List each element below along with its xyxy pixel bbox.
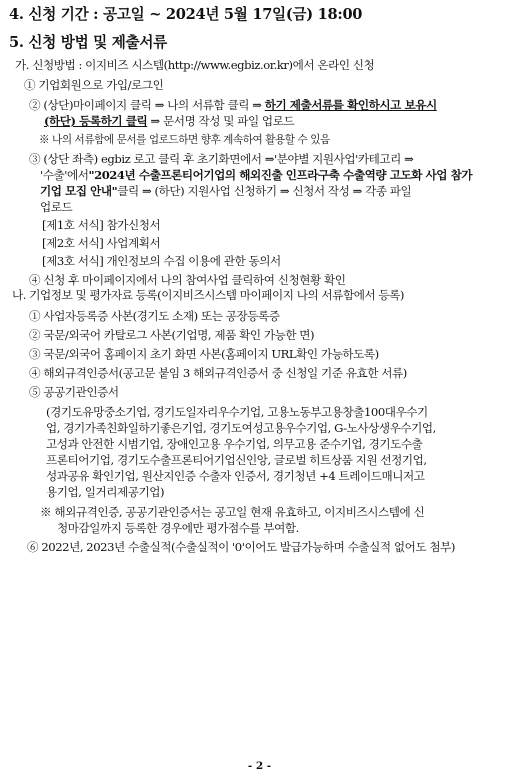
company-info-registration: 나. 기업정보 및 평가자료 등록(이지비즈시스템 마이페이지 나의 서류함에서 등록)	[12, 288, 405, 302]
step-3-line-4: 업로드	[40, 200, 73, 214]
note-document-storage: ※ 나의 서류함에 문서를 업로드하면 향후 계속하여 활용할 수 있음	[39, 134, 330, 146]
step-2-emphasis: 하기 제출서류를 확인하시고 보유시	[264, 98, 437, 112]
form-2: [제2호 서식] 사업계획서	[42, 236, 161, 250]
section-5-title: 5. 신청 방법 및 제출서류	[9, 34, 167, 51]
step-2-register: (하단) 등록하기 클릭	[44, 114, 148, 128]
page-number: - 2 -	[247, 760, 272, 772]
doc-5: ⑤ 공공기관인증서	[29, 385, 119, 399]
application-method: 가. 신청방법 : 이지비즈 시스템(http://www.egbiz.or.kr)에서 온라인 신청	[15, 58, 375, 72]
doc-3: ③ 국문/외국어 홈페이지 초기 화면 사본(홈페이지 URL확인 가능하도록)	[29, 347, 379, 361]
step-2-upload: ⇒ 문서명 작성 및 파일 업로드	[147, 114, 295, 128]
step-3-line-2	[40, 168, 472, 182]
step-3-apply: 클릭 ⇒ (하단) 지원사업 신청하기 ⇒ 신청서 작성 ⇒ 각종 파일	[117, 184, 412, 198]
form-1: [제1호 서식] 참가신청서	[42, 218, 161, 232]
form-3: [제3호 서식] 개인정보의 수집 이용에 관한 동의서	[42, 254, 281, 268]
cert-line-3: 고성과 안전한 시범기업, 장애인고용 우수기업, 의무고용 준수기업, 경기도수출	[46, 437, 423, 451]
step-2-text: ② (상단)마이페이지 클릭 ⇒ 나의 서류함 클릭 ⇒	[29, 98, 265, 112]
step-3-line-3	[40, 184, 411, 198]
step-3-line-1: ③ (상단 좌측) egbiz 로고 클릭 후 초기화면에서 ⇒'분야별 지원사업'카테고리 ⇒	[29, 152, 414, 166]
cert-line-6: 용기업, 일거리제공기업)	[46, 485, 165, 499]
doc-6: ⑥ 2022년, 2023년 수출실적(수출실적이 '0'이어도 발급가능하며 수출실적 없어도 첨부)	[27, 540, 455, 554]
step-3-program-title-end: 기업 모집 안내"	[40, 184, 118, 198]
step-2-line-1	[29, 98, 437, 112]
cert-line-1: (경기도유망중소기업, 경기도일자리우수기업, 고용노동부고용창출100대우수기	[46, 405, 428, 419]
doc-1: ① 사업자등록증 사본(경기도 소재) 또는 공장등록증	[29, 309, 280, 323]
step-3-program-title: "2024년 수출프론티어기업의 해외진출 인프라구축 수출역량 고도화 사업 참가	[88, 168, 473, 182]
doc-4: ④ 해외규격인증서(공고문 붙임 3 해외규격인증서 중 신청일 기준 유효한 서류)	[29, 366, 407, 380]
section-4-title: 4. 신청 기간 : 공고일 ~ 2024년 5월 17일(금) 18:00	[9, 6, 363, 23]
note-validity-line-2: 청마감일까지 등록한 경우에만 평가점수를 부여함.	[57, 521, 299, 535]
step-4: ④ 신청 후 마이페이지에서 나의 참여사업 클릭하여 신청현황 확인	[29, 273, 346, 287]
step-2-line-2	[44, 114, 294, 128]
cert-line-4: 프론티어기업, 경기도수출프론티어기업신인앙, 글로벌 히트상품 지원 선정기업,	[46, 453, 427, 467]
note-validity-line-1: ※ 해외규격인증, 공공기관인증서는 공고일 현재 유효하고, 이지비즈시스템에 신	[40, 505, 425, 519]
cert-line-2: 업, 경기가족친화일하기좋은기업, 경기도여성고용우수기업, G-노사상생우수기업,	[46, 421, 436, 435]
cert-line-5: 성과공유 확인기업, 원산지인증 수출자 인증서, 경기청년 +4 트레이드매니저고	[46, 469, 425, 483]
step-1: ① 기업회원으로 가입/로그인	[24, 78, 164, 92]
step-3-export: '수출'에서	[40, 168, 89, 182]
doc-2: ② 국문/외국어 카탈로그 사본(기업명, 제품 확인 가능한 면)	[29, 328, 315, 342]
